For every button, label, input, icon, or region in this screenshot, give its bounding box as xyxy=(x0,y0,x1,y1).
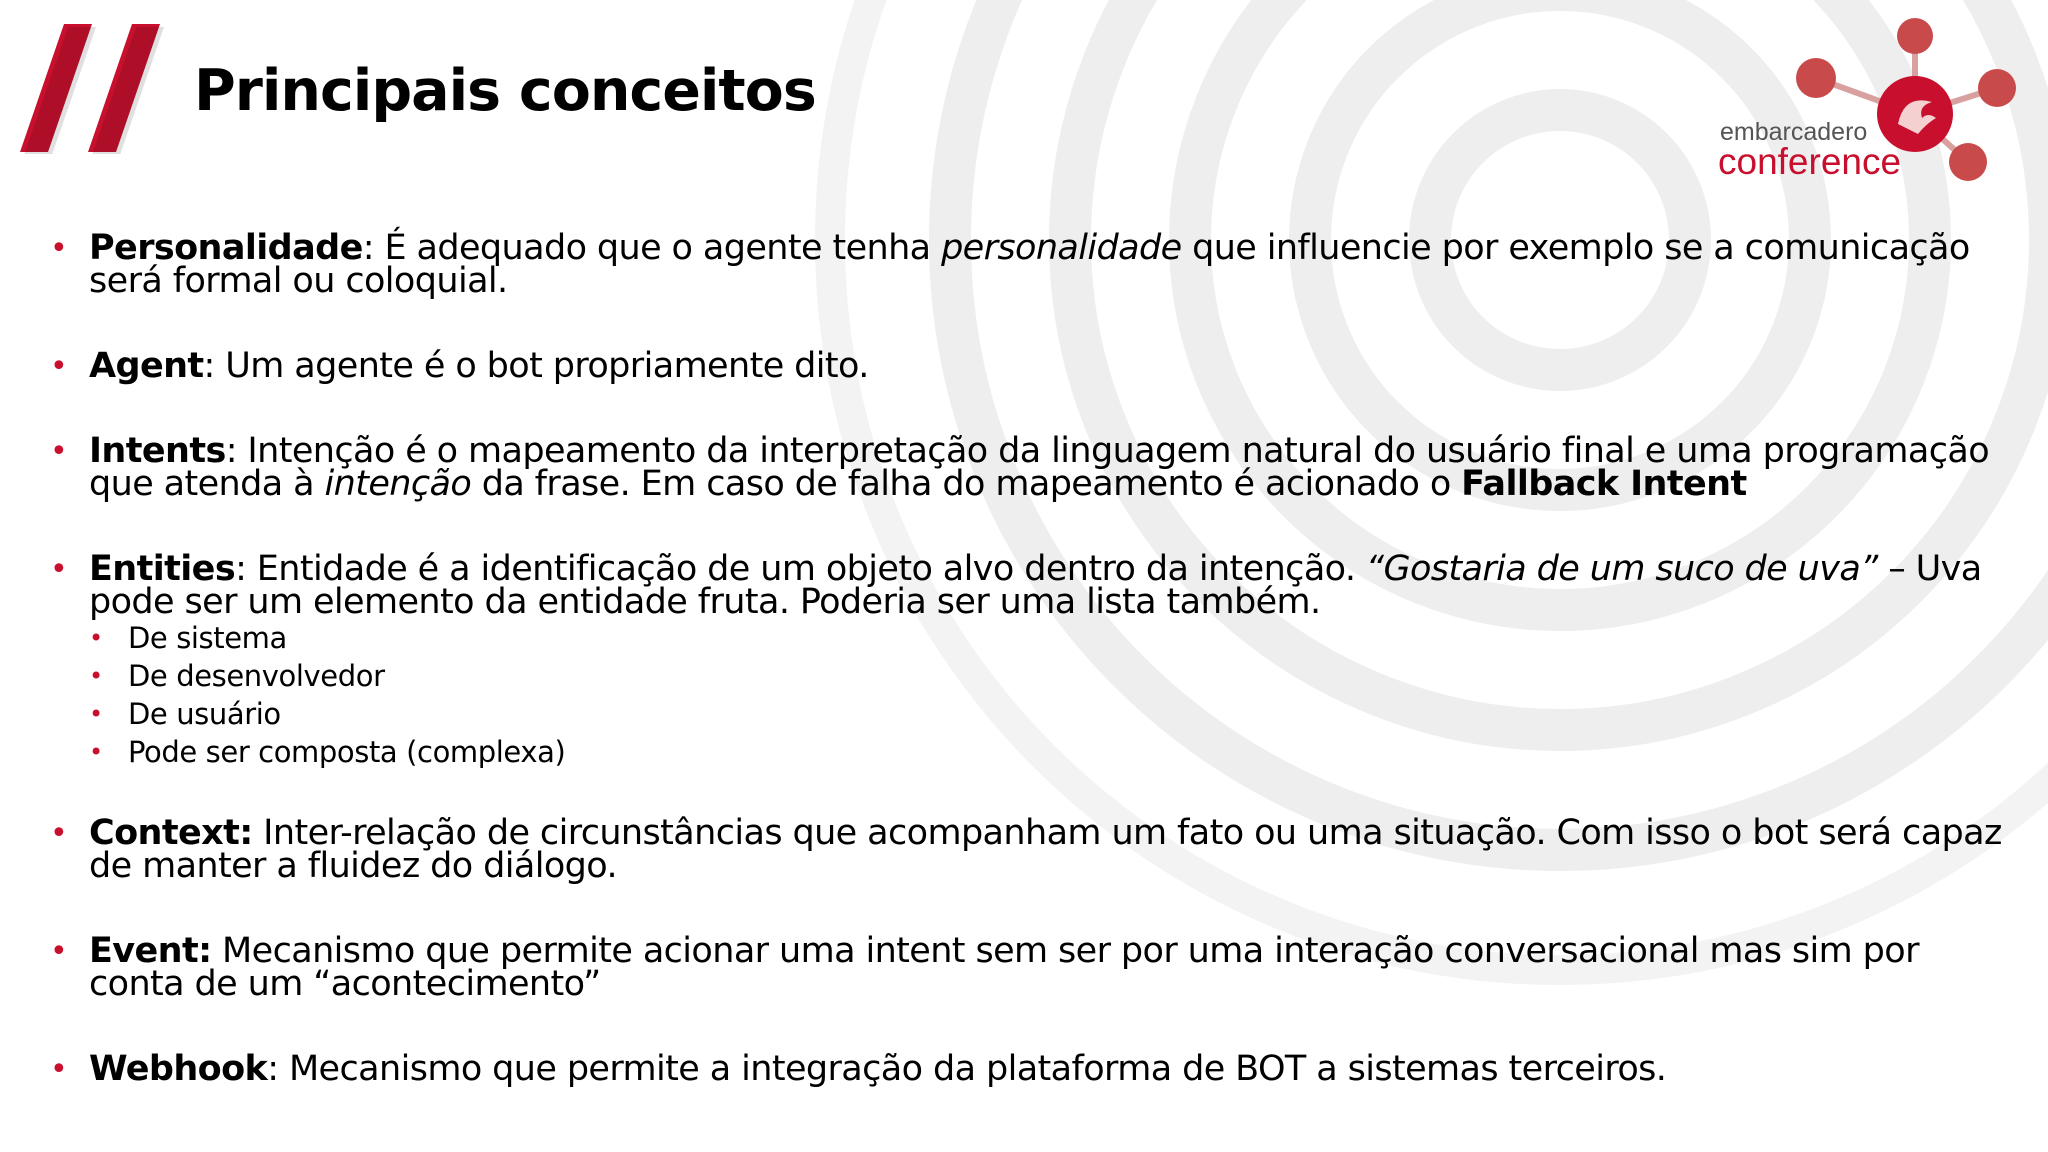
sep: : xyxy=(362,228,374,268)
emphasis: “Gostaria de um suco de uva” xyxy=(1365,549,1878,589)
sub-item-text: De desenvolvedor xyxy=(128,659,385,693)
logo-molecule-icon xyxy=(1710,14,2040,189)
entities-sublist xyxy=(89,619,2010,771)
slide-title: Principais conceitos xyxy=(194,58,816,124)
emphasis: intenção xyxy=(324,464,472,504)
term: Context: xyxy=(89,813,253,853)
term: Personalidade xyxy=(89,228,363,268)
sub-item xyxy=(89,733,2010,771)
double-slash-stripes-icon xyxy=(20,24,170,154)
sub-item xyxy=(89,695,2010,733)
sub-item-text: De sistema xyxy=(128,621,287,655)
sep: : xyxy=(203,346,215,386)
term: Event: xyxy=(89,931,212,971)
text: – Uva pode ser um elemento da entidade fruta. Poderia ser uma lista também. xyxy=(89,549,1982,622)
bullet-context xyxy=(50,813,2010,886)
bullet-list xyxy=(50,228,2010,1138)
text: Mecanismo que permite acionar uma intent sem ser por uma interação conversacional mas sim por conta de um “acontecimento” xyxy=(89,931,1919,1004)
sep: : xyxy=(235,549,247,589)
bullet-dot: • xyxy=(50,231,68,266)
logo-line2: conference xyxy=(1718,141,1902,182)
bullet-dot: • xyxy=(50,552,68,587)
sep: : xyxy=(267,1049,279,1089)
text: que influencie por exemplo se a comunicação será formal ou coloquial. xyxy=(89,228,1970,301)
term: Agent xyxy=(89,346,204,386)
embarcadero-conference-logo xyxy=(1710,14,2040,189)
bullet-dot: • xyxy=(50,349,68,384)
text: Um agente é o bot propriamente dito. xyxy=(214,346,869,386)
term: Webhook xyxy=(89,1049,268,1089)
text: da frase. Em caso de falha do mapeamento é acionado o xyxy=(471,464,1462,504)
strong: Fallback Intent xyxy=(1461,464,1747,504)
bullet-dot: • xyxy=(89,662,103,690)
sep: : xyxy=(225,431,237,471)
bullet-dot: • xyxy=(89,700,103,728)
sub-item-text: De usuário xyxy=(128,697,281,731)
bullet-dot: • xyxy=(50,934,68,969)
bullet-agent xyxy=(50,346,2010,386)
bullet-intents xyxy=(50,431,2010,504)
bullet-webhook xyxy=(50,1049,2010,1089)
bullet-personalidade xyxy=(50,228,2010,301)
bullet-event xyxy=(50,931,2010,1004)
text: É adequado que o agente tenha xyxy=(373,228,942,268)
bullet-dot: • xyxy=(50,816,68,851)
sub-item xyxy=(89,657,2010,695)
sub-item xyxy=(89,619,2010,657)
bullet-dot: • xyxy=(50,434,68,469)
text: Mecanismo que permite a integração da plataforma de BOT a sistemas terceiros. xyxy=(278,1049,1667,1089)
bullet-dot: • xyxy=(89,624,103,652)
term: Intents xyxy=(89,431,226,471)
emphasis: personalidade xyxy=(941,228,1182,268)
logo-line1: embarcadero xyxy=(1720,118,1868,146)
text: Inter-relação de circunstâncias que acompanham um fato ou uma situação. Com isso o bot será capaz de manter a fluidez do diálogo. xyxy=(89,813,2002,886)
sub-item-text: Pode ser composta (complexa) xyxy=(128,735,566,769)
bullet-dot: • xyxy=(89,738,103,766)
bullet-dot: • xyxy=(50,1052,68,1087)
text: Entidade é a identificação de um objeto alvo dentro da intenção. xyxy=(246,549,1366,589)
term: Entities xyxy=(89,549,236,589)
text: Intenção é o mapeamento da interpretação da linguagem natural do usuário final e uma programação que atenda à xyxy=(89,431,1990,504)
bullet-entities xyxy=(50,549,2010,771)
